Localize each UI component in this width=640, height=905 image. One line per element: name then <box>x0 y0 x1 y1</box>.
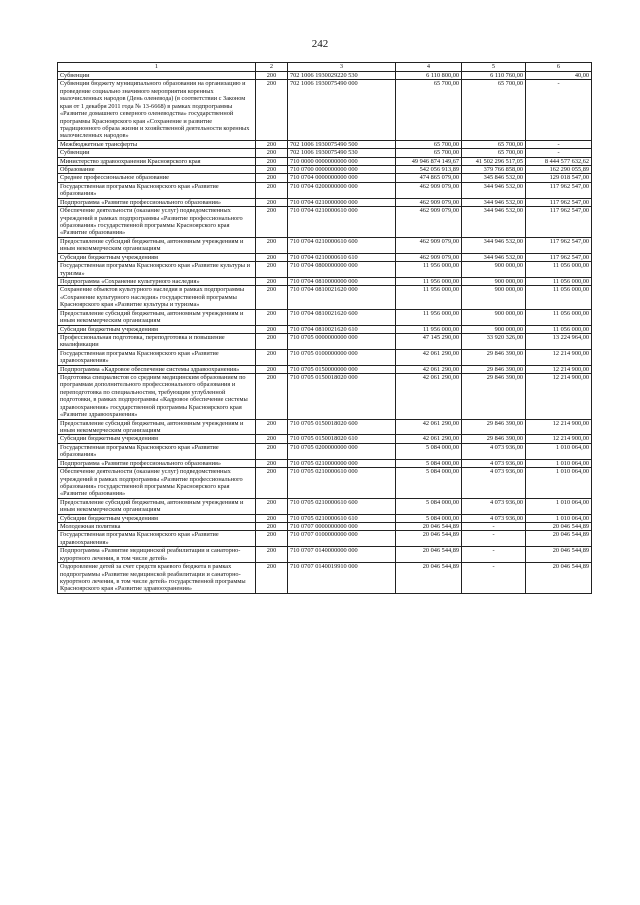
row-amount-planned-cell: 20 046 544,89 <box>396 547 462 563</box>
row-type-cell: 200 <box>256 72 288 80</box>
row-type-cell: 200 <box>256 182 288 198</box>
table-row <box>58 349 592 365</box>
row-amount-planned-cell: 20 046 544,89 <box>396 563 462 594</box>
row-type-cell: 200 <box>256 237 288 253</box>
row-amount-remaining-cell: 1 010 064,00 <box>526 498 592 514</box>
row-code-cell: 710 0705 0210000610 000 <box>288 468 396 499</box>
row-type-cell: 200 <box>256 149 288 157</box>
row-code-cell: 702 1006 1930075490 000 <box>288 80 396 140</box>
row-name-cell: Субвенции <box>58 149 256 157</box>
row-amount-remaining-cell: 40,00 <box>526 72 592 80</box>
table-row <box>58 80 592 140</box>
row-amount-planned-cell: 5 084 000,00 <box>396 459 462 467</box>
row-code-cell: 710 0707 0140019910 000 <box>288 563 396 594</box>
row-amount-executed-cell: 345 846 532,00 <box>462 174 526 182</box>
row-amount-planned-cell: 5 084 000,00 <box>396 498 462 514</box>
row-amount-executed-cell: 900 000,00 <box>462 325 526 333</box>
column-header: 4 <box>396 63 462 72</box>
row-name-cell: Государственная программа Красноярского края «Развитие образования» <box>58 182 256 198</box>
table-row <box>58 333 592 349</box>
row-name-cell: Государственная программа Красноярского края «Развитие образования» <box>58 443 256 459</box>
column-header: 3 <box>288 63 396 72</box>
table-row <box>58 149 592 157</box>
row-amount-remaining-cell: 117 962 547,00 <box>526 207 592 238</box>
row-name-cell: Государственная программа Красноярского края «Развитие здравоохранения» <box>58 531 256 547</box>
row-amount-planned-cell: 6 110 800,00 <box>396 72 462 80</box>
column-header: 1 <box>58 63 256 72</box>
table-row <box>58 309 592 325</box>
row-amount-executed-cell: - <box>462 547 526 563</box>
row-type-cell: 200 <box>256 198 288 206</box>
row-amount-remaining-cell: 20 046 544,89 <box>526 563 592 594</box>
row-amount-planned-cell: 20 046 544,89 <box>396 531 462 547</box>
row-code-cell: 710 0707 0140000000 000 <box>288 547 396 563</box>
row-code-cell: 710 0704 0210000000 000 <box>288 198 396 206</box>
row-amount-executed-cell: - <box>462 523 526 531</box>
row-type-cell: 200 <box>256 286 288 309</box>
row-amount-planned-cell: 42 061 290,00 <box>396 365 462 373</box>
table-row <box>58 547 592 563</box>
table-row <box>58 365 592 373</box>
row-amount-executed-cell: 29 846 390,00 <box>462 374 526 420</box>
row-type-cell: 200 <box>256 80 288 140</box>
row-name-cell: Подпрограмма «Сохранение культурного наследия» <box>58 277 256 285</box>
row-amount-executed-cell: 4 073 936,00 <box>462 514 526 522</box>
row-name-cell: Государственная программа Красноярского края «Развитие культуры и туризма» <box>58 262 256 278</box>
column-header: 2 <box>256 63 288 72</box>
row-type-cell: 200 <box>256 459 288 467</box>
column-header: 6 <box>526 63 592 72</box>
row-type-cell: 200 <box>256 547 288 563</box>
row-amount-executed-cell: 29 846 390,00 <box>462 435 526 443</box>
row-name-cell: Предоставление субсидий бюджетным, автономным учреждениям и иным некоммерческим организациям <box>58 498 256 514</box>
row-amount-executed-cell: 379 766 858,00 <box>462 166 526 174</box>
table-row <box>58 325 592 333</box>
table-row <box>58 443 592 459</box>
table-row <box>58 523 592 531</box>
row-name-cell: Обеспечение деятельности (оказание услуг) подведомственных учреждений в рамках подпрограммы «Развитие профессионального образования» государственной программы Красноярского края «Развитие образования» <box>58 468 256 499</box>
table-row <box>58 237 592 253</box>
row-amount-executed-cell: 29 846 390,00 <box>462 349 526 365</box>
table-row <box>58 498 592 514</box>
row-amount-remaining-cell: 117 962 547,00 <box>526 182 592 198</box>
row-code-cell: 702 1006 1930029220 530 <box>288 72 396 80</box>
row-name-cell: Субвенции <box>58 72 256 80</box>
row-type-cell: 200 <box>256 157 288 165</box>
row-amount-executed-cell: 4 073 936,00 <box>462 459 526 467</box>
row-code-cell: 702 1006 1930075490 530 <box>288 149 396 157</box>
row-amount-remaining-cell: 162 290 055,89 <box>526 166 592 174</box>
row-type-cell: 200 <box>256 443 288 459</box>
row-type-cell: 200 <box>256 365 288 373</box>
row-amount-planned-cell: 11 956 000,00 <box>396 277 462 285</box>
row-code-cell: 710 0704 0810021620 000 <box>288 286 396 309</box>
row-code-cell: 710 0705 0150000000 000 <box>288 365 396 373</box>
row-code-cell: 710 0705 0210000610 610 <box>288 514 396 522</box>
row-amount-remaining-cell: 117 962 547,00 <box>526 253 592 261</box>
table-row <box>58 166 592 174</box>
row-amount-remaining-cell: 8 444 577 632,62 <box>526 157 592 165</box>
row-amount-remaining-cell: - <box>526 140 592 148</box>
table-header-row <box>58 63 592 72</box>
row-type-cell: 200 <box>256 207 288 238</box>
row-code-cell: 710 0704 0810021620 600 <box>288 309 396 325</box>
row-code-cell: 710 0000 0000000000 000 <box>288 157 396 165</box>
row-type-cell: 200 <box>256 374 288 420</box>
row-name-cell: Оздоровление детей за счет средств краевого бюджета в рамках подпрограммы «Развитие медицинской реабилитации и санаторно-курортного лечения, в том числе детей» государственной программы Красноярского края «Развитие здравоохранения» <box>58 563 256 594</box>
row-code-cell: 710 0704 0210000610 610 <box>288 253 396 261</box>
row-name-cell: Межбюджетные трансферты <box>58 140 256 148</box>
row-amount-planned-cell: 11 956 000,00 <box>396 286 462 309</box>
row-name-cell: Государственная программа Красноярского края «Развитие здравоохранения» <box>58 349 256 365</box>
row-type-cell: 200 <box>256 277 288 285</box>
row-name-cell: Подпрограмма «Кадровое обеспечение системы здравоохранения» <box>58 365 256 373</box>
row-code-cell: 710 0704 0210000610 000 <box>288 207 396 238</box>
row-amount-executed-cell: 33 920 326,00 <box>462 333 526 349</box>
row-amount-remaining-cell: 12 214 900,00 <box>526 349 592 365</box>
row-amount-planned-cell: 462 909 079,00 <box>396 253 462 261</box>
row-amount-remaining-cell: 129 018 547,00 <box>526 174 592 182</box>
table-body <box>58 72 592 594</box>
row-amount-remaining-cell: 20 046 544,89 <box>526 547 592 563</box>
row-amount-executed-cell: 65 700,00 <box>462 80 526 140</box>
row-name-cell: Сохранение объектов культурного наследия в рамках подпрограммы «Сохранение культурного наследия» государственной программы Красноярского края «Развитие культуры и туризма» <box>58 286 256 309</box>
row-amount-remaining-cell: 12 214 900,00 <box>526 435 592 443</box>
row-type-cell: 200 <box>256 253 288 261</box>
row-amount-executed-cell: 900 000,00 <box>462 277 526 285</box>
row-code-cell: 710 0705 0000000000 000 <box>288 333 396 349</box>
row-type-cell: 200 <box>256 333 288 349</box>
row-amount-planned-cell: 11 956 000,00 <box>396 262 462 278</box>
row-amount-remaining-cell: - <box>526 80 592 140</box>
row-name-cell: Среднее профессиональное образование <box>58 174 256 182</box>
row-amount-executed-cell: - <box>462 563 526 594</box>
row-code-cell: 710 0705 0150018020 610 <box>288 435 396 443</box>
row-name-cell: Министерство здравоохранения Красноярского края <box>58 157 256 165</box>
table-row <box>58 262 592 278</box>
row-amount-executed-cell: 29 846 390,00 <box>462 365 526 373</box>
table-row <box>58 468 592 499</box>
row-name-cell: Субсидии бюджетным учреждениям <box>58 325 256 333</box>
row-code-cell: 710 0705 0210000610 600 <box>288 498 396 514</box>
table-row <box>58 182 592 198</box>
row-amount-remaining-cell: 20 046 544,89 <box>526 531 592 547</box>
row-amount-planned-cell: 47 145 290,00 <box>396 333 462 349</box>
row-amount-executed-cell: 6 110 760,00 <box>462 72 526 80</box>
row-type-cell: 200 <box>256 419 288 435</box>
table-row <box>58 531 592 547</box>
row-name-cell: Профессиональная подготовка, переподготовка и повышение квалификации <box>58 333 256 349</box>
row-code-cell: 710 0705 0100000000 000 <box>288 349 396 365</box>
row-type-cell: 200 <box>256 262 288 278</box>
row-amount-remaining-cell: 1 010 064,00 <box>526 468 592 499</box>
row-name-cell: Подпрограмма «Развитие медицинской реабилитации и санаторно-курортного лечения, в том числе детей» <box>58 547 256 563</box>
table-row <box>58 459 592 467</box>
budget-table <box>57 62 592 594</box>
row-name-cell: Субсидии бюджетным учреждениям <box>58 253 256 261</box>
row-code-cell: 710 0705 0150018020 000 <box>288 374 396 420</box>
row-type-cell: 200 <box>256 531 288 547</box>
row-amount-planned-cell: 462 909 079,00 <box>396 182 462 198</box>
row-amount-planned-cell: 42 061 290,00 <box>396 419 462 435</box>
row-code-cell: 710 0704 0210000610 600 <box>288 237 396 253</box>
row-amount-planned-cell: 462 909 079,00 <box>396 207 462 238</box>
row-amount-remaining-cell: 11 056 000,00 <box>526 309 592 325</box>
row-amount-executed-cell: 65 700,00 <box>462 140 526 148</box>
row-code-cell: 710 0700 0000000000 000 <box>288 166 396 174</box>
row-amount-executed-cell: 900 000,00 <box>462 286 526 309</box>
row-amount-remaining-cell: 11 056 000,00 <box>526 286 592 309</box>
table-row <box>58 198 592 206</box>
row-amount-planned-cell: 65 700,00 <box>396 140 462 148</box>
row-code-cell: 710 0704 0800000000 000 <box>288 262 396 278</box>
table-row <box>58 157 592 165</box>
table-row <box>58 374 592 420</box>
row-type-cell: 200 <box>256 349 288 365</box>
table-row <box>58 207 592 238</box>
row-name-cell: Обеспечение деятельности (оказание услуг) подведомственных учреждений в рамках подпрограммы «Развитие профессионального образования» государственной программы Красноярского края «Развитие образования» <box>58 207 256 238</box>
row-type-cell: 200 <box>256 563 288 594</box>
row-type-cell: 200 <box>256 514 288 522</box>
table-row <box>58 72 592 80</box>
row-amount-planned-cell: 462 909 079,00 <box>396 198 462 206</box>
row-amount-remaining-cell: 12 214 900,00 <box>526 374 592 420</box>
table-row <box>58 277 592 285</box>
row-amount-executed-cell: - <box>462 531 526 547</box>
table-row <box>58 140 592 148</box>
row-code-cell: 710 0704 0810000000 000 <box>288 277 396 285</box>
table-row <box>58 419 592 435</box>
row-amount-planned-cell: 42 061 290,00 <box>396 374 462 420</box>
row-amount-planned-cell: 5 084 000,00 <box>396 468 462 499</box>
row-type-cell: 200 <box>256 498 288 514</box>
table-row <box>58 435 592 443</box>
row-amount-remaining-cell: 1 010 064,00 <box>526 459 592 467</box>
row-amount-executed-cell: 344 946 532,00 <box>462 207 526 238</box>
row-amount-remaining-cell: 11 056 000,00 <box>526 277 592 285</box>
row-code-cell: 710 0704 0000000000 000 <box>288 174 396 182</box>
row-amount-executed-cell: 900 000,00 <box>462 262 526 278</box>
row-name-cell: Субвенции бюджету муниципального образования на организацию и проведение социально значимого мероприятия коренных малочисленных народов (День оленевода) (в соответствии с Законом края от 1 декабря 2011 года № 13-6668) в рамках подпрограммы «Развитие домашнего северного оленеводства» государственной программы Красноярского края «Сохранение и развитие традиционного образа жизни и хозяйственной деятельности коренных малочисленных народов» <box>58 80 256 140</box>
row-amount-remaining-cell: 11 056 000,00 <box>526 325 592 333</box>
row-amount-executed-cell: 4 073 936,00 <box>462 468 526 499</box>
row-amount-remaining-cell: 117 962 547,00 <box>526 237 592 253</box>
row-amount-remaining-cell: 1 010 064,00 <box>526 514 592 522</box>
row-amount-executed-cell: 344 946 532,00 <box>462 182 526 198</box>
row-amount-remaining-cell: 20 046 544,89 <box>526 523 592 531</box>
row-amount-executed-cell: 4 073 936,00 <box>462 443 526 459</box>
row-amount-planned-cell: 11 956 000,00 <box>396 309 462 325</box>
row-amount-planned-cell: 20 046 544,89 <box>396 523 462 531</box>
table-row <box>58 253 592 261</box>
row-type-cell: 200 <box>256 140 288 148</box>
row-amount-planned-cell: 462 909 079,00 <box>396 237 462 253</box>
row-type-cell: 200 <box>256 309 288 325</box>
row-name-cell: Субсидии бюджетным учреждениям <box>58 514 256 522</box>
row-amount-planned-cell: 42 061 290,00 <box>396 349 462 365</box>
row-amount-planned-cell: 42 061 290,00 <box>396 435 462 443</box>
row-type-cell: 200 <box>256 166 288 174</box>
row-type-cell: 200 <box>256 468 288 499</box>
row-code-cell: 710 0707 0000000000 000 <box>288 523 396 531</box>
row-amount-executed-cell: 344 946 532,00 <box>462 237 526 253</box>
row-amount-remaining-cell: 1 010 064,00 <box>526 443 592 459</box>
row-name-cell: Подготовка специалистов со средним медицинским образованием по программам дополнительного профессионального образования и переподготовка по специальностям, требующим углубленной подготовки, в рамках подпрограммы «Кадровое обеспечение системы здравоохранения» государственной программы Красноярского края «Развитие здравоохранения» <box>58 374 256 420</box>
row-type-cell: 200 <box>256 435 288 443</box>
row-type-cell: 200 <box>256 174 288 182</box>
row-code-cell: 710 0704 0810021620 610 <box>288 325 396 333</box>
column-header: 5 <box>462 63 526 72</box>
row-name-cell: Молодежная политика <box>58 523 256 531</box>
row-name-cell: Образование <box>58 166 256 174</box>
table-row <box>58 286 592 309</box>
row-code-cell: 710 0705 0150018020 600 <box>288 419 396 435</box>
table-row <box>58 563 592 594</box>
row-amount-planned-cell: 5 084 000,00 <box>396 443 462 459</box>
row-code-cell: 710 0705 0210000000 000 <box>288 459 396 467</box>
row-amount-executed-cell: 41 502 296 517,05 <box>462 157 526 165</box>
row-amount-planned-cell: 65 700,00 <box>396 149 462 157</box>
row-type-cell: 200 <box>256 523 288 531</box>
row-amount-planned-cell: 11 956 000,00 <box>396 325 462 333</box>
row-amount-planned-cell: 5 084 000,00 <box>396 514 462 522</box>
row-amount-executed-cell: 65 700,00 <box>462 149 526 157</box>
row-amount-remaining-cell: 12 214 900,00 <box>526 365 592 373</box>
row-amount-planned-cell: 49 946 874 149,67 <box>396 157 462 165</box>
row-name-cell: Предоставление субсидий бюджетным, автономным учреждениям и иным некоммерческим организациям <box>58 309 256 325</box>
row-amount-planned-cell: 474 865 079,00 <box>396 174 462 182</box>
row-code-cell: 710 0707 0100000000 000 <box>288 531 396 547</box>
row-name-cell: Подпрограмма «Развитие профессионального образования» <box>58 459 256 467</box>
row-amount-executed-cell: 344 946 532,00 <box>462 253 526 261</box>
row-amount-remaining-cell: 13 224 964,00 <box>526 333 592 349</box>
row-type-cell: 200 <box>256 325 288 333</box>
row-amount-executed-cell: 29 846 390,00 <box>462 419 526 435</box>
row-name-cell: Подпрограмма «Развитие профессионального образования» <box>58 198 256 206</box>
table-row <box>58 514 592 522</box>
row-amount-remaining-cell: - <box>526 149 592 157</box>
row-amount-remaining-cell: 12 214 900,00 <box>526 419 592 435</box>
row-code-cell: 710 0704 0200000000 000 <box>288 182 396 198</box>
row-amount-planned-cell: 542 056 913,89 <box>396 166 462 174</box>
row-amount-executed-cell: 344 946 532,00 <box>462 198 526 206</box>
row-amount-executed-cell: 4 073 936,00 <box>462 498 526 514</box>
row-amount-planned-cell: 65 700,00 <box>396 80 462 140</box>
row-code-cell: 710 0705 0200000000 000 <box>288 443 396 459</box>
row-amount-remaining-cell: 11 056 000,00 <box>526 262 592 278</box>
row-code-cell: 702 1006 1930075490 500 <box>288 140 396 148</box>
page-number: 242 <box>311 38 329 50</box>
table-row <box>58 174 592 182</box>
row-amount-executed-cell: 900 000,00 <box>462 309 526 325</box>
row-amount-remaining-cell: 117 962 547,00 <box>526 198 592 206</box>
row-name-cell: Предоставление субсидий бюджетным, автономным учреждениям и иным некоммерческим организациям <box>58 237 256 253</box>
row-name-cell: Субсидии бюджетным учреждениям <box>58 435 256 443</box>
row-name-cell: Предоставление субсидий бюджетным, автономным учреждениям и иным некоммерческим организациям <box>58 419 256 435</box>
